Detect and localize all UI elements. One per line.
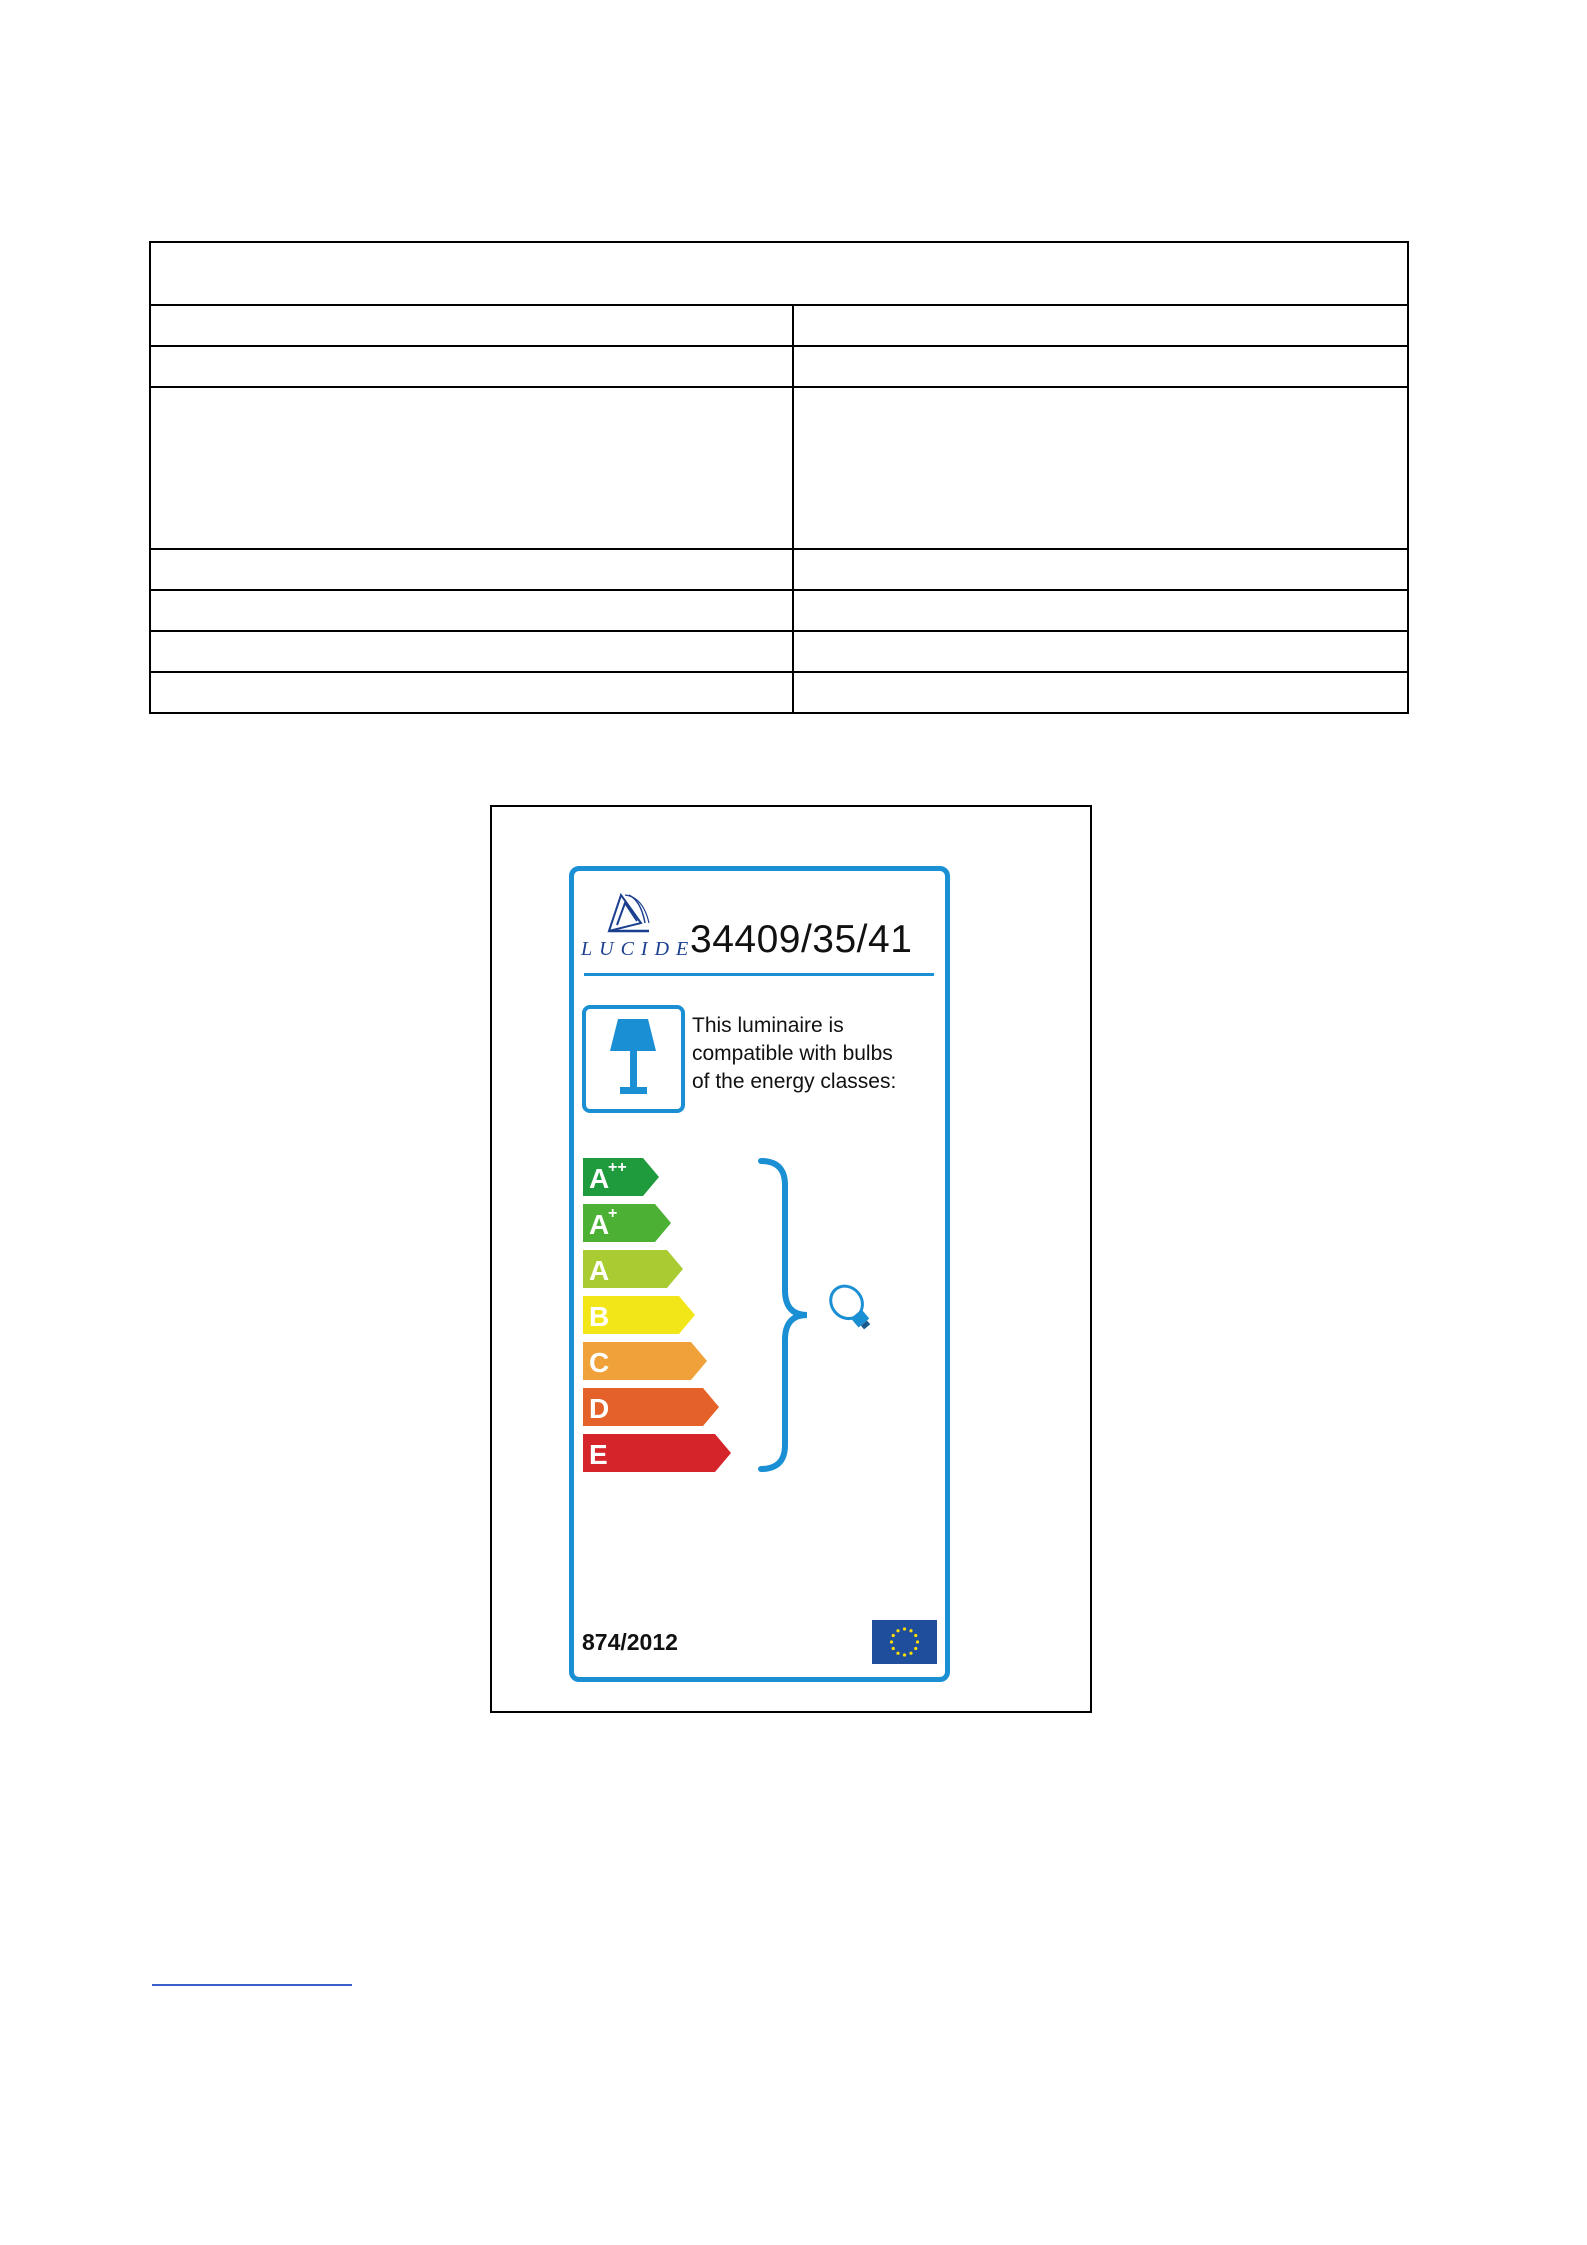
table-cell: [150, 672, 793, 713]
energy-class-superscript: ++: [608, 1159, 627, 1176]
eu-star: [903, 1627, 906, 1630]
energy-class-letter: E: [589, 1439, 608, 1470]
energy-class-arrow: [583, 1250, 683, 1288]
footnote-divider: [152, 1984, 352, 1986]
eu-star: [903, 1653, 906, 1656]
regulation-number: 874/2012: [582, 1629, 678, 1655]
eu-star: [909, 1652, 912, 1655]
energy-class-letter: A: [589, 1209, 610, 1240]
energy-class-arrow: [583, 1342, 707, 1380]
table-cell: [150, 590, 793, 631]
light-bulb-icon: [823, 1280, 883, 1340]
eu-star: [890, 1640, 893, 1643]
eu-star: [914, 1647, 917, 1650]
energy-class-letter: C: [589, 1347, 610, 1378]
eu-star: [916, 1640, 919, 1643]
lamp-icon-box: [582, 1005, 685, 1113]
compat-line: of the energy classes:: [692, 1070, 897, 1093]
lucide-logo-icon: [579, 883, 696, 963]
eu-star: [892, 1647, 895, 1650]
table-row: [150, 631, 1408, 672]
table-lamp-icon: [586, 1009, 681, 1109]
table-cell: [793, 631, 1408, 672]
energy-class-arrow: [583, 1158, 659, 1196]
table-cell: [150, 242, 1408, 305]
table-header-row: [150, 242, 1408, 305]
energy-class-arrow: [583, 1434, 731, 1472]
eu-star: [909, 1629, 912, 1632]
table-cell: [793, 672, 1408, 713]
energy-class-arrow: [583, 1204, 671, 1242]
table-cell: [793, 387, 1408, 549]
table-cell: [150, 346, 793, 387]
energy-class-arrow: [583, 1296, 695, 1334]
curly-brace-icon: [755, 1155, 815, 1475]
table-cell: [793, 549, 1408, 590]
compat-line: compatible with bulbs: [692, 1042, 893, 1065]
compatibility-text: [692, 1012, 932, 1096]
eu-star: [892, 1634, 895, 1637]
energy-class-arrow: [583, 1388, 719, 1426]
eu-star: [896, 1629, 899, 1632]
table-cell: [793, 305, 1408, 346]
model-number: 34409/35/41: [690, 918, 913, 961]
table-cell: [150, 549, 793, 590]
svg-text:LUCIDE: LUCIDE: [581, 938, 696, 960]
table-cell: [150, 305, 793, 346]
energy-class-letter: B: [589, 1301, 610, 1332]
energy-class-letter: D: [589, 1393, 610, 1424]
table-cell: [793, 346, 1408, 387]
table-row: [150, 590, 1408, 631]
table-cell: [150, 387, 793, 549]
eu-flag-icon: [872, 1620, 937, 1664]
table-row: [150, 387, 1408, 549]
table-row: [150, 305, 1408, 346]
table-row: [150, 346, 1408, 387]
spec-table: [149, 241, 1409, 714]
header-divider: [584, 973, 934, 976]
eu-star: [896, 1652, 899, 1655]
table-row: [150, 672, 1408, 713]
energy-class-letter: A: [589, 1163, 610, 1194]
compat-line: This luminaire is: [692, 1014, 844, 1037]
energy-class-letter: A: [589, 1255, 610, 1286]
table-cell: [150, 631, 793, 672]
energy-class-superscript: +: [608, 1205, 618, 1222]
table-cell: [793, 590, 1408, 631]
eu-star: [914, 1634, 917, 1637]
table-row: [150, 549, 1408, 590]
